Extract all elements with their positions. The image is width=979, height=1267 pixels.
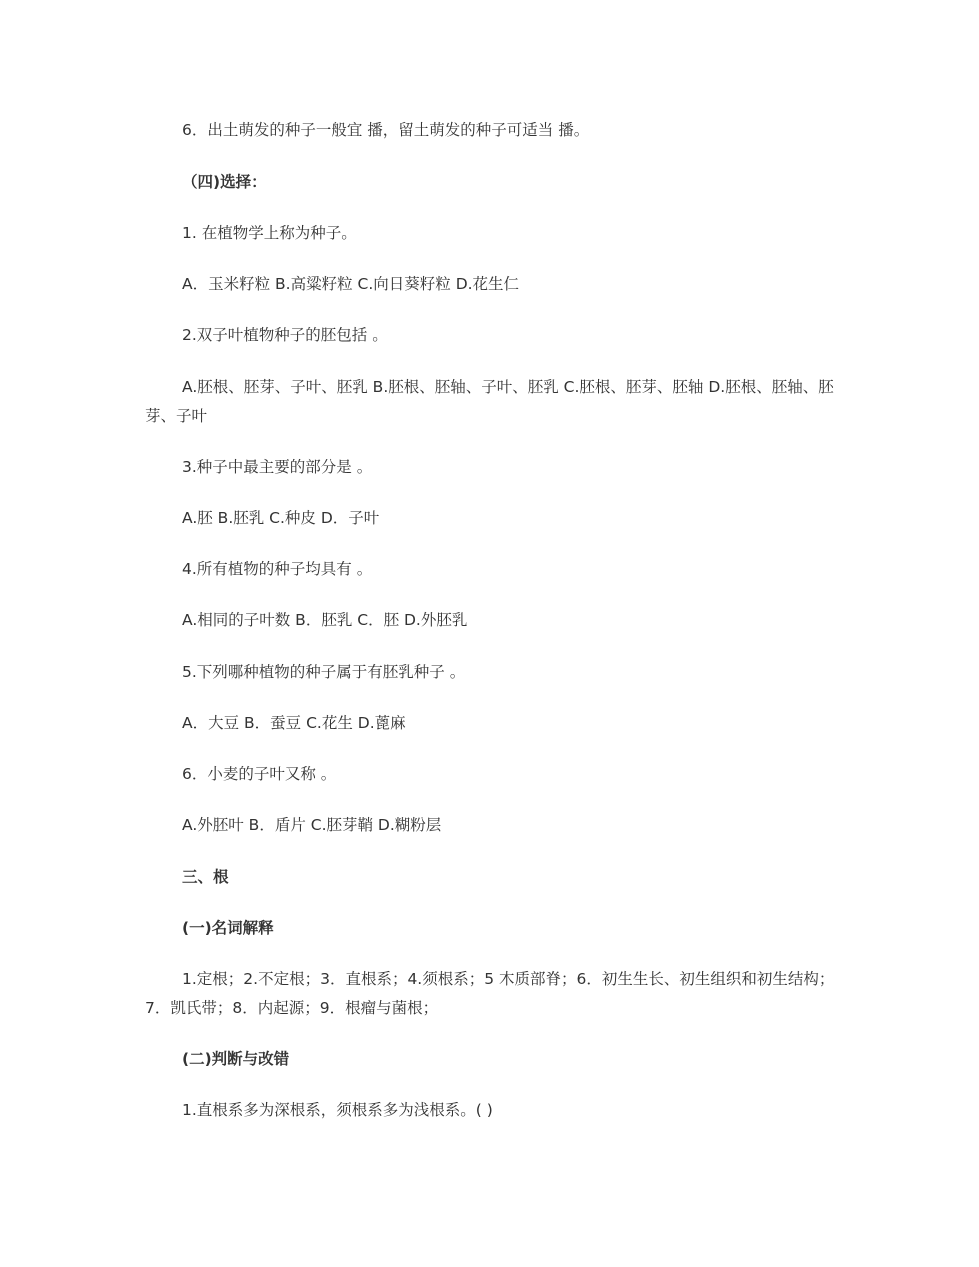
section-heading-choice: （四)选择： xyxy=(182,173,267,191)
chapter-heading-root: 三、根 xyxy=(182,868,229,886)
section-heading-terms: (一)名词解释 xyxy=(182,919,274,937)
choice-question-2: 2.双子叶植物种子的胚包括 。 xyxy=(182,326,388,344)
choice-options-1: A．玉米籽粒 B.高粱籽粒 C.向日葵籽粒 D.花生仁 xyxy=(182,275,520,293)
choice-question-4: 4.所有植物的种子均具有 。 xyxy=(182,560,373,578)
choice-question-3: 3.种子中最主要的部分是 。 xyxy=(182,458,373,476)
choice-options-2: A.胚根、胚芽、子叶、胚乳 B.胚根、胚轴、子叶、胚乳 C.胚根、胚芽、胚轴 D.胚根、胚轴、胚芽、子叶 xyxy=(145,378,834,425)
choice-options-5: A．大豆 B．蚕豆 C.花生 D.蓖麻 xyxy=(182,714,406,732)
true-false-question-1: 1.直根系多为深根系，须根系多为浅根系。( ) xyxy=(182,1101,493,1119)
section-heading-true-false: (二)判断与改错 xyxy=(182,1050,290,1068)
choice-question-1: 1. 在植物学上称为种子。 xyxy=(182,224,357,242)
choice-options-3: A.胚 B.胚乳 C.种皮 D．子叶 xyxy=(182,509,380,527)
terms-list: 1.定根；2.不定根；3．直根系；4.须根系；5 木质部脊；6．初生生长、初生组织和初生结构；7．凯氏带；8．内起源；9．根瘤与菌根； xyxy=(145,970,835,1017)
choice-options-4: A.相同的子叶数 B．胚乳 C．胚 D.外胚乳 xyxy=(182,611,468,629)
choice-question-5: 5.下列哪种植物的种子属于有胚乳种子 。 xyxy=(182,663,466,681)
choice-options-6: A.外胚叶 B．盾片 C.胚芽鞘 D.糊粉层 xyxy=(182,816,442,834)
question-6-sowing-depth: 6．出土萌发的种子一般宜 播，留土萌发的种子可适当 播。 xyxy=(182,121,590,139)
choice-question-6: 6．小麦的子叶又称 。 xyxy=(182,765,337,783)
